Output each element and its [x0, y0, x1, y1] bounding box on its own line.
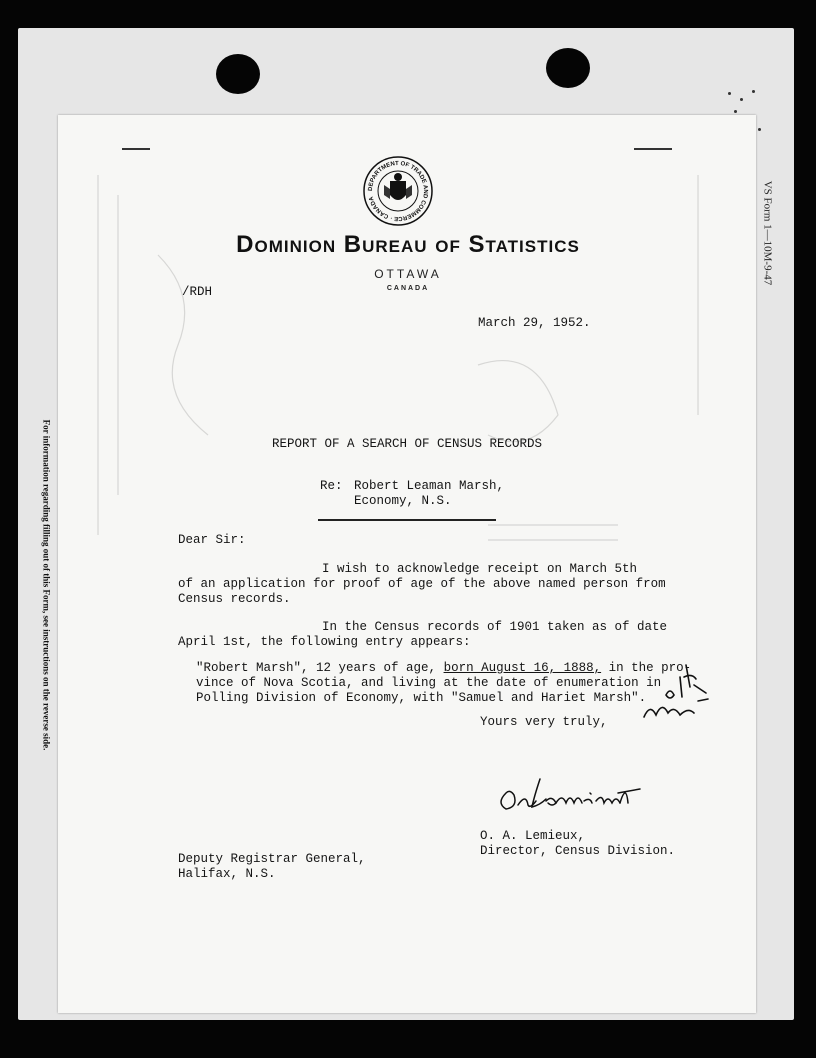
- recipient-title: Deputy Registrar General,: [178, 852, 366, 866]
- census-entry-name-age: "Robert Marsh", 12 years of age,: [196, 661, 437, 675]
- paragraph-2-line-2: April 1st, the following entry appears:: [178, 635, 471, 649]
- letter-page: [58, 115, 756, 1013]
- top-fold-mark-right: [634, 148, 672, 150]
- top-fold-mark-left: [122, 148, 150, 150]
- census-entry-line-2: vince of Nova Scotia, and living at the date of enumeration in: [196, 676, 662, 690]
- paragraph-2-line-1: In the Census records of 1901 taken as of date: [322, 620, 668, 634]
- punch-hole-left: [216, 54, 260, 94]
- subject-divider: [318, 519, 496, 521]
- side-instruction-text: For information regarding filling out of this Form, see instructions on the reverse side.: [41, 419, 52, 751]
- census-entry-line-1: [196, 661, 691, 676]
- form-code-label: [758, 166, 776, 300]
- re-label: Re:: [320, 479, 343, 493]
- svg-text:DEPARTMENT OF TRADE AND COMMER: DEPARTMENT OF TRADE AND COMMERCE · CANADA: [367, 160, 429, 222]
- recipient-city: Halifax, N.S.: [178, 867, 276, 881]
- closing: Yours very truly,: [480, 715, 608, 729]
- signatory-title: Director, Census Division.: [480, 844, 676, 858]
- file-reference: /RDH: [182, 285, 213, 299]
- paragraph-1-line-3: Census records.: [178, 592, 291, 606]
- bureau-title: Dominion Bureau of Statistics: [236, 231, 580, 258]
- handwritten-signature-icon: [492, 771, 672, 819]
- paragraph-1-line-1: I wish to acknowledge receipt on March 5th: [322, 562, 638, 576]
- census-entry-line-3: Polling Division of Economy, with "Samuel and Hariet Marsh".: [196, 691, 647, 705]
- form-code-text: VS Form 1—10M-9-47: [761, 180, 774, 286]
- paragraph-1-line-2: of an application for proof of age of the above named person from: [178, 577, 666, 591]
- punch-hole-right: [546, 48, 590, 88]
- signatory-name: O. A. Lemieux,: [480, 829, 586, 843]
- bureau-city: OTTAWA: [374, 267, 442, 281]
- salutation: Dear Sir:: [178, 533, 246, 547]
- form-side-instruction: [36, 410, 56, 760]
- report-subject: REPORT OF A SEARCH OF CENSUS RECORDS: [272, 437, 543, 451]
- re-person-name: Robert Leaman Marsh,: [354, 479, 505, 493]
- re-person-place: Economy, N.S.: [354, 494, 452, 508]
- census-entry-birth-date: born August 16, 1888,: [443, 661, 602, 675]
- letter-date: March 29, 1952.: [478, 316, 591, 330]
- census-entry-province-start: in the pro-: [608, 661, 692, 675]
- bureau-country: CANADA: [386, 285, 430, 292]
- handwritten-initials-icon: [636, 657, 718, 729]
- department-seal-icon: [362, 155, 434, 227]
